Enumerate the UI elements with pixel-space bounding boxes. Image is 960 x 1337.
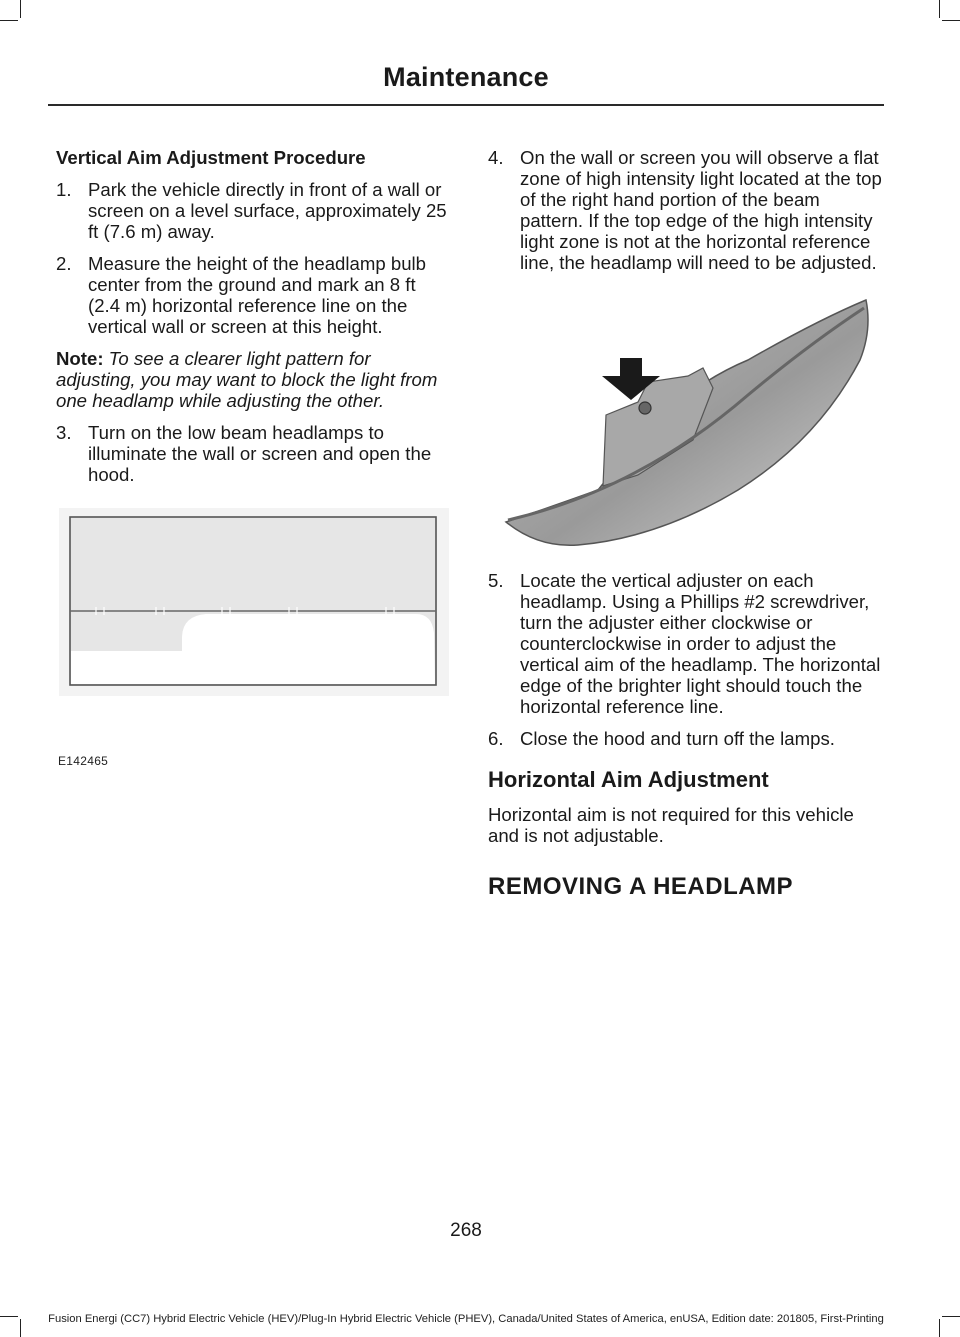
section-heading: Horizontal Aim Adjustment	[488, 767, 769, 792]
list-item-text: Locate the vertical adjuster on each headlamp. Using a Phillips #2 screwdriver, turn the adjuster either clockwise or counterclockwise in order to adjust the vertical aim of the headlamp. The horizontal edge of the brighter light should touch the horizontal reference line.	[520, 570, 881, 717]
list-item-number: 5.	[488, 570, 504, 591]
page-number: 268	[450, 1220, 482, 1241]
list-item-text: Measure the height of the headlamp bulb center from the ground and mark an 8 ft (2.4 m) horizontal reference line on the vertical wall or screen at this height.	[88, 253, 427, 337]
list-item	[56, 179, 452, 242]
list-item	[56, 422, 452, 485]
vertical-adjuster	[639, 402, 651, 414]
list-item	[488, 570, 884, 717]
list-item-text: Park the vehicle directly in front of a wall or screen on a level surface, approximately 25 ft (7.6 m) away.	[88, 179, 447, 242]
note-label: Note:	[56, 348, 104, 369]
crop-mark-top-left-v	[20, 0, 21, 18]
list-item-number: 2.	[56, 253, 72, 274]
page-footer: Fusion Energi (CC7) Hybrid Electric Vehicle (HEV)/Plug-In Hybrid Electric Vehicle (PHEV), Canada/United States of America, enUSA, Edition date: 201805, First-Printing	[48, 1313, 884, 1325]
list-item-text: Turn on the low beam headlamps to illuminate the wall or screen and open the hood.	[88, 422, 432, 485]
list-item	[488, 147, 884, 273]
paragraph: Horizontal aim is not required for this vehicle and is not adjustable.	[488, 804, 854, 846]
list-item-number: 6.	[488, 728, 504, 749]
section-title: REMOVING A HEADLAMP	[488, 873, 794, 900]
crop-mark-top-right-h	[942, 20, 960, 21]
beam-pattern-figure	[56, 496, 452, 766]
crop-mark-bottom-right-h	[942, 1316, 960, 1317]
beam-pattern-diagram	[56, 508, 452, 748]
list-item-number: 1.	[56, 179, 72, 200]
headlamp-diagram	[488, 290, 884, 560]
page-header-title: Maintenance	[383, 62, 549, 92]
crop-mark-bottom-right-v	[939, 1319, 940, 1337]
note	[56, 348, 452, 411]
headlamp-figure	[488, 284, 884, 570]
right-column	[488, 147, 884, 900]
crop-mark-top-left-h	[0, 20, 18, 21]
list-item	[488, 728, 884, 749]
crop-mark-bottom-left-h	[0, 1316, 18, 1317]
list-item	[56, 253, 452, 337]
crop-mark-top-right-v	[939, 0, 940, 18]
list-item-text: Close the hood and turn off the lamps.	[520, 728, 835, 749]
left-column	[56, 147, 452, 766]
list-item-number: 4.	[488, 147, 504, 168]
note-text: To see a clearer light pattern for adjusting, you may want to block the light from one headlamp while adjusting the other.	[56, 348, 438, 411]
header-divider	[48, 104, 884, 106]
list-item-text: On the wall or screen you will observe a flat zone of high intensity light located at the top of the right hand portion of the beam pattern. If the top edge of the high intensity light zone is not at the horizontal reference line, the headlamp will need to be adjusted.	[520, 147, 882, 273]
list-item-number: 3.	[56, 422, 72, 443]
section-subheading: Vertical Aim Adjustment Procedure	[56, 147, 366, 168]
figure-code: E142465	[58, 754, 109, 768]
